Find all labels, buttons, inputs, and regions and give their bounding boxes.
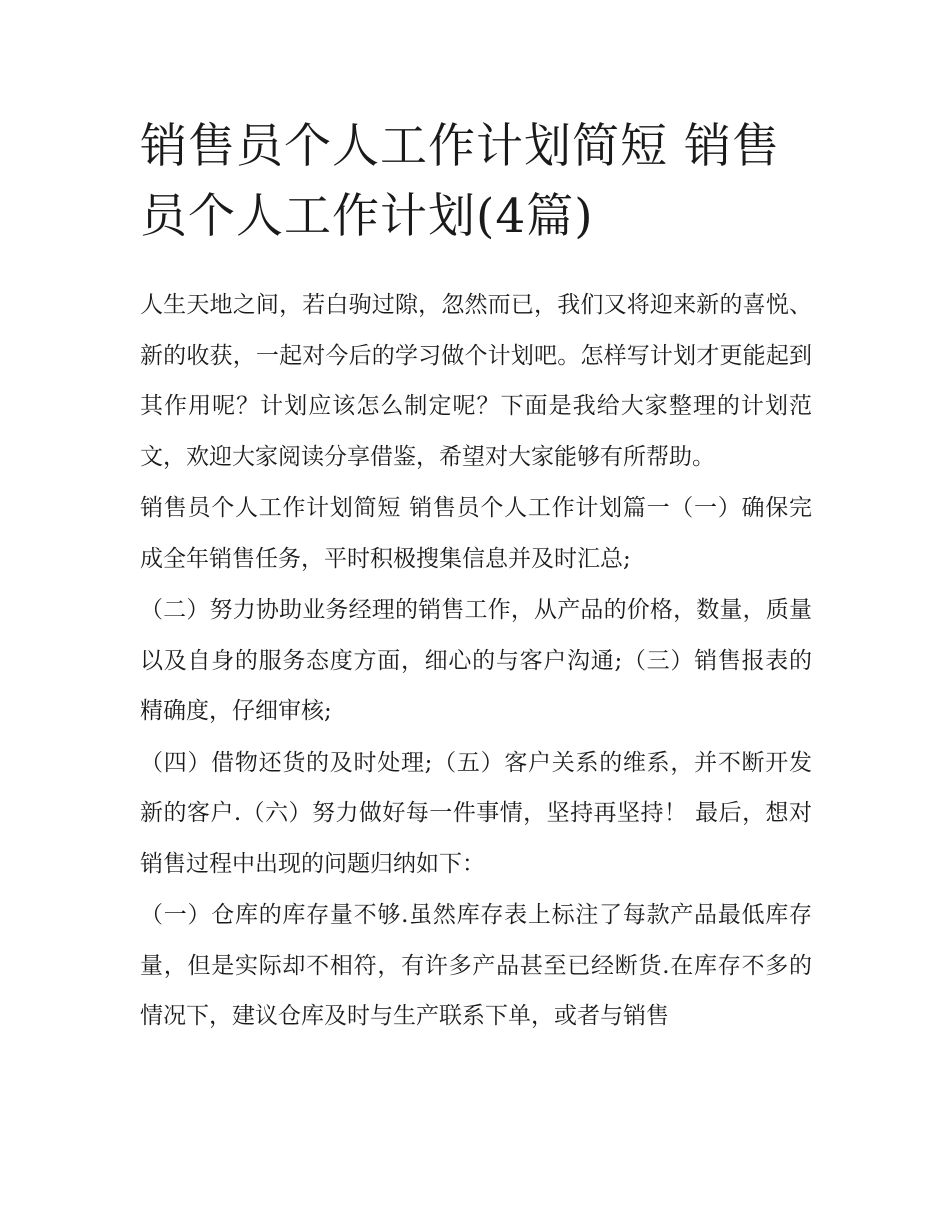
paragraph-plan-2: （二）努力协助业务经理的销售工作，从产品的价格，数量，质量以及自身的服务态度方面，细心的与客户沟通;（三）销售报表的精确度，仔细审核; (140, 597, 812, 724)
paragraph-plan-3: （四）借物还货的及时处理;（五）客户关系的维系，并不断开发新的客户.（六）努力做好每一件事情，坚持再坚持！ 最后，想对销售过程中出现的问题归纳如下： (140, 749, 812, 877)
paragraph-intro: 人生天地之间，若白驹过隙，忽然而已，我们又将迎来新的喜悦、新的收获，一起对今后的学习做个计划吧。怎样写计划才更能起到其作用呢？计划应该怎么制定呢？下面是我给大家整理的计划范文，欢迎大家阅读分享借鉴，希望对大家能够有所帮助。 (140, 292, 812, 470)
paragraph-problem-1: （一）仓库的库存量不够.虽然库存表上标注了每款产品最低库存量，但是实际却不相符，有许多产品甚至已经断货.在库存不多的情况下，建议仓库及时与生产联系下单，或者与销售 (140, 902, 812, 1029)
paragraph-plan-1: 销售员个人工作计划简短 销售员个人工作计划篇一（一）确保完成全年销售任务，平时积极搜集信息并及时汇总; (140, 495, 812, 572)
document-page (140, 112, 812, 1043)
document-title: 销售员个人工作计划简短 销售员个人工作计划(4篇) (140, 119, 780, 244)
